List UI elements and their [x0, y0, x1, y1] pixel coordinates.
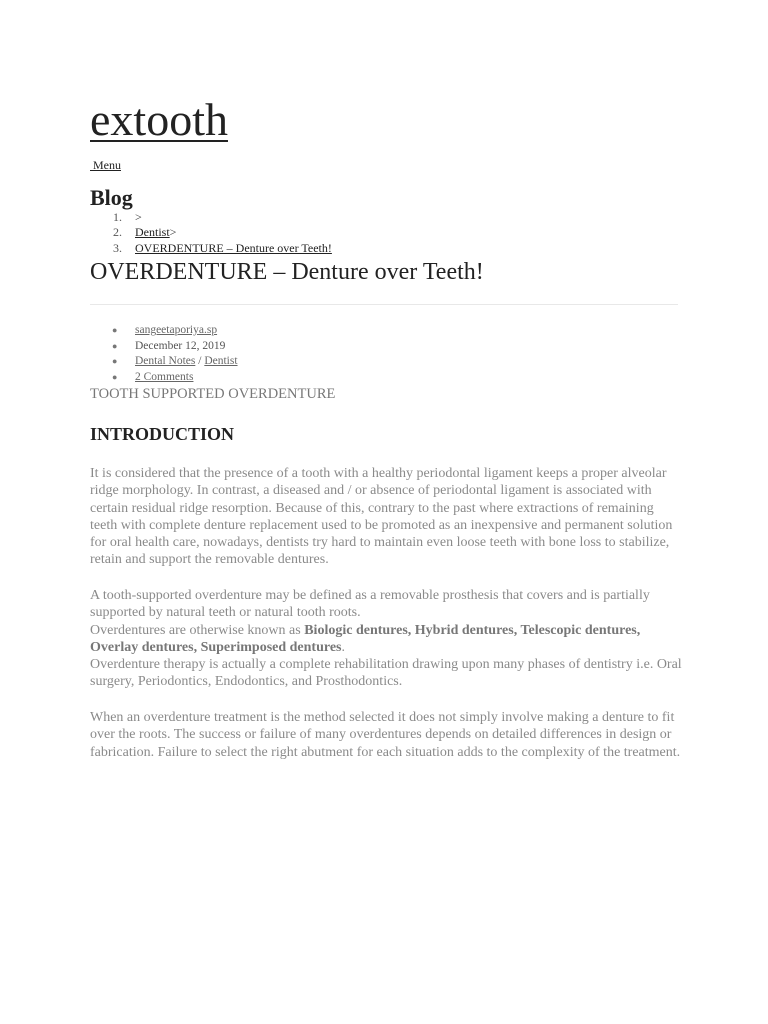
meta-comments [112, 370, 238, 386]
bold-terms: Biologic dentures, Hybrid dentures, Telescopic dentures, Overlay dentures, Superimposed dentures [90, 622, 641, 655]
section-heading-introduction: INTRODUCTION [90, 424, 235, 444]
breadcrumb-number: 3. [113, 240, 122, 255]
breadcrumb-item-dentist [113, 225, 332, 240]
menu-link[interactable] [90, 157, 121, 173]
category-link-dental-notes[interactable]: Dental Notes [135, 355, 196, 368]
author-link[interactable]: sangeetaporiya.sp [135, 324, 218, 336]
comments-link[interactable]: 2 Comments [135, 371, 194, 384]
intro-paragraph-3: When an overdenture treatment is the method selected it does not simply involve making a denture to fit over the roots. The success or failure of many overdentures depends on detailed differences in design or fabrication. Failure to select the right abutment for each situation adds to the complexity of the treatment. [90, 710, 681, 760]
bullet-icon: ● [112, 325, 118, 335]
meta-author [112, 323, 238, 339]
paragraph-line: . [341, 639, 345, 655]
intro-paragraph-1: It is considered that the presence of a tooth with a healthy periodontal ligament keeps a proper alveolar ridge morphology. In contrast, a diseased and / or absence of periodontal ligament is associated with certain residual ridge resorption. Because of this, contrary to the past where extractions of remaining teeth with complete denture replacement used to be promoted as an inexpensive and permanent solution for oral health care, nowadays, dentists try hard to maintain even loose teeth with bone loss to stabilize, retain and support the removable dentures. [90, 466, 673, 568]
paragraph-line: Overdenture therapy is actually a complete rehabilitation drawing upon many phases of dentistry i.e. Oral surgery, Periodontics, Endodontics, and Prosthodontics. [90, 657, 682, 690]
breadcrumb-separator: > [169, 225, 177, 240]
blog-title: Blog [90, 185, 133, 210]
category-separator: / [195, 355, 205, 368]
breadcrumb-number: 2. [113, 225, 122, 240]
breadcrumb [90, 210, 332, 256]
paragraph-line: A tooth-supported overdenture may be defined as a removable prosthesis that covers and is partially supported by natural teeth or natural tooth roots. [90, 588, 650, 621]
meta-date [112, 339, 238, 355]
bullet-icon: ● [112, 372, 118, 383]
paragraph-line: Overdentures are otherwise known as [90, 622, 305, 638]
site-title-link[interactable]: extooth [90, 94, 228, 145]
title-divider [90, 304, 678, 305]
breadcrumb-item-home [113, 210, 332, 225]
intro-paragraph-2 [90, 587, 682, 691]
post-meta [90, 323, 238, 386]
post-tagline: TOOTH SUPPORTED OVERDENTURE [90, 386, 336, 402]
category-link-dentist[interactable]: Dentist [204, 355, 238, 368]
bullet-icon: ● [112, 340, 118, 351]
breadcrumb-number: 1. [113, 210, 122, 224]
breadcrumb-item-current [113, 240, 332, 256]
bullet-icon: ● [112, 356, 118, 367]
menu-label: Menu [93, 158, 121, 172]
meta-categories [112, 354, 238, 370]
breadcrumb-separator: > [135, 210, 142, 224]
post-title: OVERDENTURE – Denture over Teeth! [90, 259, 484, 285]
post-date: December 12, 2019 [135, 339, 226, 352]
breadcrumb-link-current[interactable]: OVERDENTURE – Denture over Teeth! [135, 240, 332, 255]
breadcrumb-link-dentist[interactable]: Dentist [135, 225, 170, 240]
